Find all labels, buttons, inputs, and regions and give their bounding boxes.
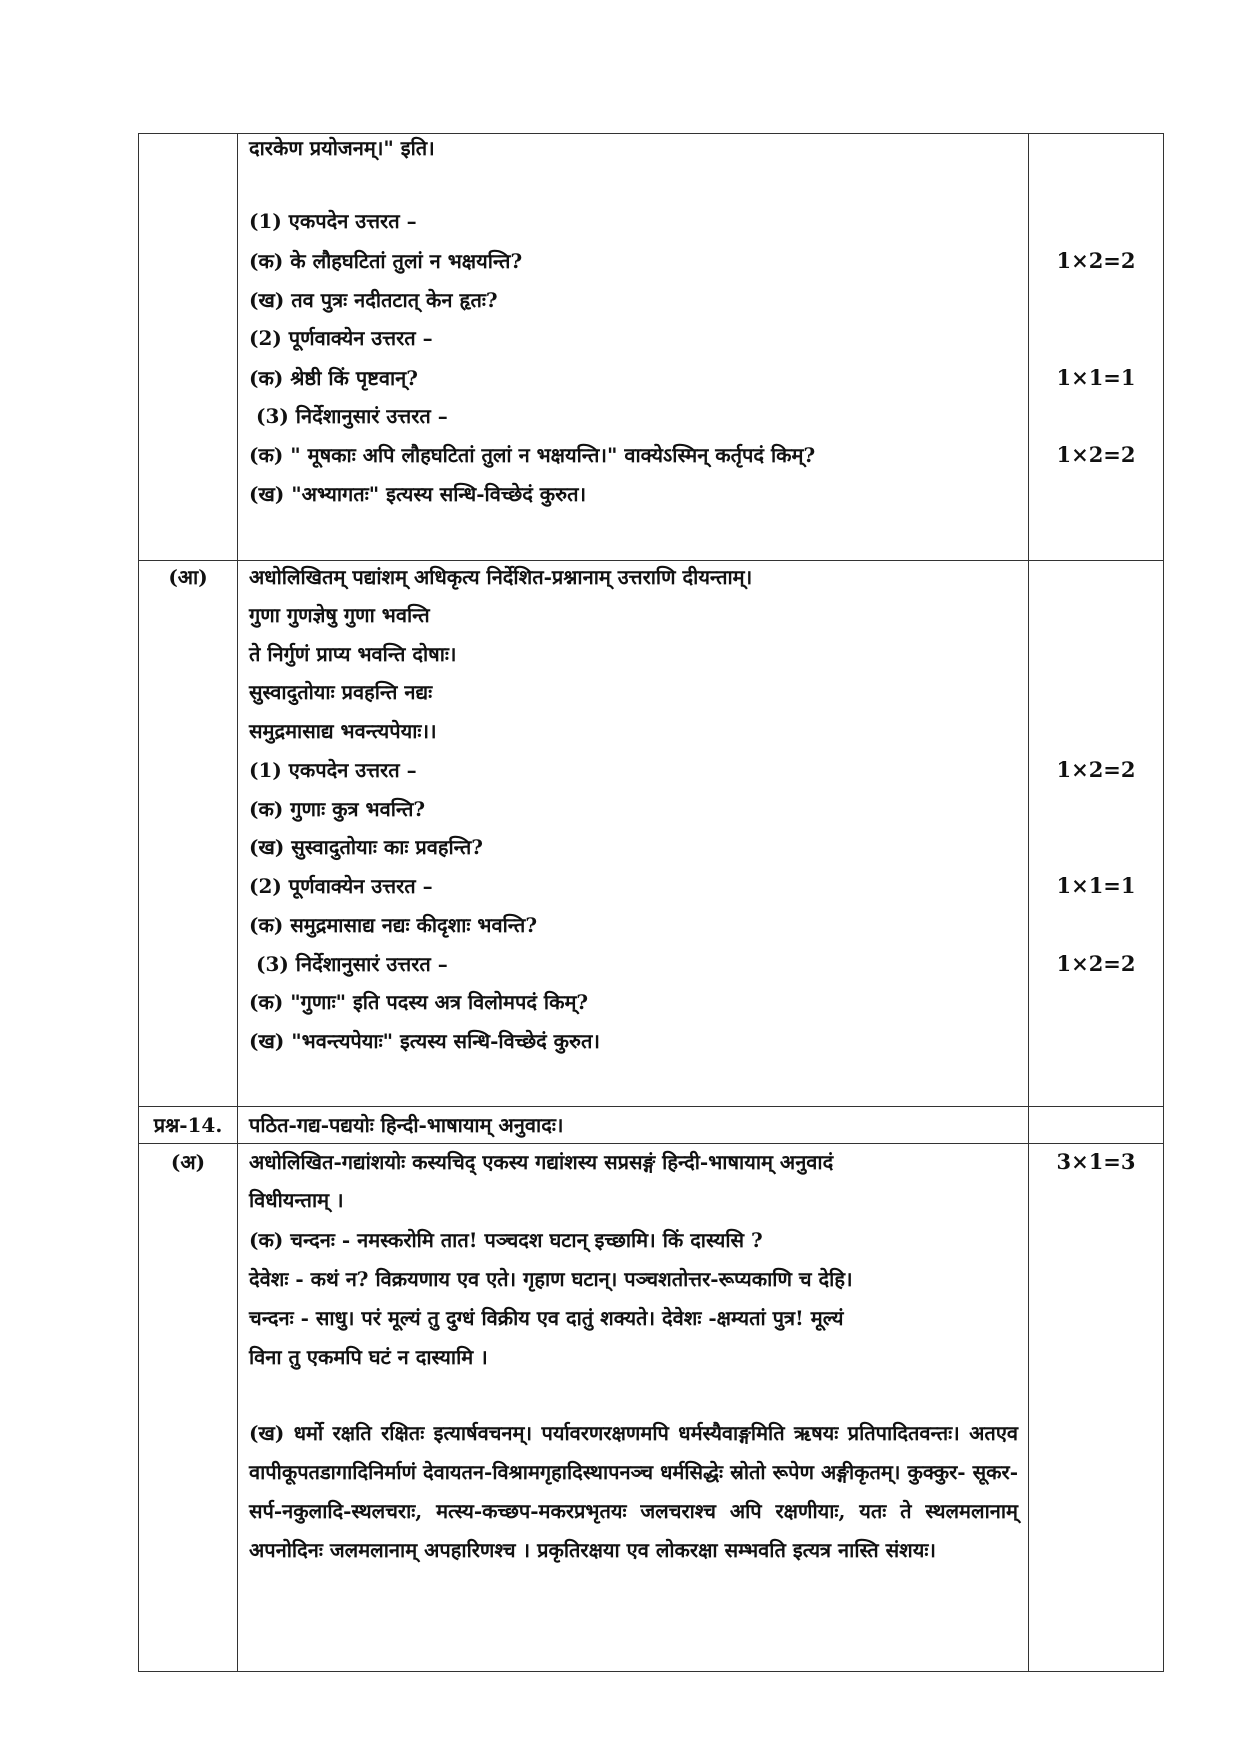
passage-line: देवेशः - कथं न? विक्रयणाय एव एते। गृहाण घटान्। पञ्चशतोत्तर-रूप्यकाणि च देहि।	[249, 1267, 853, 1291]
question-line: (क) के लौहघटितां तुलां न भक्षयन्ति?	[249, 249, 523, 273]
question-number-cell	[139, 134, 238, 561]
question-line: (ख) "भवन्त्यपेयाः" इत्यस्य सन्धि-विच्छेदं कुरुत।	[249, 1029, 600, 1053]
passage-line: चन्दनः - साधु। परं मूल्यं तु दुग्धं विक्रीय एव दातुं शक्यते। देवेशः -क्षम्यतां पुत्र! मूल्यं	[249, 1306, 844, 1330]
verse-line: सुस्वादुतोयाः प्रवहन्ति नद्यः	[249, 680, 433, 704]
question-line: (3) निर्देशानुसारं उत्तरत –	[256, 952, 448, 976]
question-line: (2) पूर्णवाक्येन उत्तरत –	[249, 874, 433, 898]
exam-table	[138, 133, 1164, 1672]
marks-cell	[1029, 561, 1164, 1107]
marks-label: 3×1=3	[1056, 1149, 1136, 1174]
question-line: दारकेण प्रयोजनम्।" इति।	[249, 136, 435, 160]
question-line: (1) एकपदेन उत्तरत –	[249, 209, 417, 233]
question-line: (ख) तव पुत्रः नदीतटात् केन हृतः?	[249, 288, 498, 312]
marks-label: 1×1=1	[1056, 365, 1136, 390]
marks-label: 1×2=2	[1056, 442, 1136, 467]
marks-cell	[1029, 1144, 1164, 1672]
verse-line: ते निर्गुणं प्राप्य भवन्ति दोषाः।	[249, 642, 457, 666]
sub-question-label: (अ)	[170, 1150, 206, 1174]
question-line: (1) एकपदेन उत्तरत –	[249, 758, 417, 782]
question-line: (क) समुद्रमासाद्य नद्यः कीदृशाः भवन्ति?	[249, 913, 538, 937]
verse-line: समुद्रमासाद्य भवन्त्यपेयाः।।	[249, 719, 437, 743]
question-text-cell	[238, 134, 1029, 561]
question-text-cell	[238, 1144, 1029, 1672]
sub-question-label: (आ)	[168, 565, 208, 589]
question-line: (ख) सुस्वादुतोयाः काः प्रवहन्ति?	[249, 835, 483, 859]
question-line: अधोलिखित-गद्यांशयोः कस्यचिद् एकस्य गद्यांशस्य सप्रसङ्गं हिन्दी-भाषायाम् अनुवादं	[249, 1150, 834, 1174]
passage-line: विना तु एकमपि घटं न दास्यामि ।	[249, 1345, 488, 1369]
marks-label: 1×2=2	[1056, 951, 1136, 976]
marks-cell	[1029, 1107, 1164, 1144]
question-heading: पठित-गद्य-पद्ययोः हिन्दी-भाषायाम् अनुवादः।	[249, 1113, 564, 1137]
table-row	[139, 561, 1164, 1107]
question-line: (क) गुणाः कुत्र भवन्ति?	[249, 797, 426, 821]
question-number-cell	[139, 1144, 238, 1672]
question-number-cell	[139, 561, 238, 1107]
question-line: (2) पूर्णवाक्येन उत्तरत –	[249, 326, 433, 350]
marks-label: 1×2=2	[1056, 248, 1136, 273]
question-number-cell	[139, 1107, 238, 1144]
question-line: (क) "गुणाः" इति पदस्य अत्र विलोमपदं किम्?	[249, 990, 589, 1014]
passage-paragraph: (ख) धर्मो रक्षति रक्षितः इत्यार्षवचनम्। पर्यावरणरक्षणमपि धर्मस्यैवाङ्गमिति ऋषयः प्रतिपादितवन्तः। अतएव वापीकूपतडागादिनिर्माणं देवायतन-विश्रामगृहादिस्थापनञ्च धर्मसिद्धेः स्रोतो रूपेण अङ्गीकृतम्। कुक्कुर- सूकर-सर्प-नकुलादि-स्थलचराः, मत्स्य-कच्छप-मकरप्रभृतयः जलचराश्च अपि रक्षणीयाः, यतः ते स्थलमलानाम् अपनोदिनः जलमलानाम् अपहारिणश्च । प्रकृतिरक्षया एव लोकरक्षा सम्भवति इत्यत्र नास्ति संशयः।	[249, 1421, 1018, 1562]
table-row	[139, 1144, 1164, 1672]
question-line: विधीयन्ताम् ।	[249, 1188, 344, 1212]
question-number-label: प्रश्न-14.	[153, 1113, 223, 1137]
marks-label: 1×2=2	[1056, 757, 1136, 782]
question-line: अधोलिखितम् पद्यांशम् अधिकृत्य निर्देशित-प्रश्नानाम् उत्तराणि दीयन्ताम्।	[249, 565, 753, 589]
table-row	[139, 1107, 1164, 1144]
question-text-cell	[238, 1107, 1029, 1144]
passage-line: (क) चन्दनः - नमस्करोमि तात! पञ्चदश घटान् इच्छामि। किं दास्यसि ?	[249, 1228, 763, 1252]
table-row	[139, 134, 1164, 561]
verse-line: गुणा गुणज्ञेषु गुणा भवन्ति	[249, 603, 430, 627]
marks-cell	[1029, 134, 1164, 561]
question-line: (क) श्रेष्ठी किं पृष्टवान्?	[249, 366, 418, 390]
question-line: (ख) "अभ्यागतः" इत्यस्य सन्धि-विच्छेदं कुरुत।	[249, 482, 587, 506]
question-line: (3) निर्देशानुसारं उत्तरत –	[256, 404, 448, 428]
question-text-cell	[238, 561, 1029, 1107]
question-line: (क) " मूषकाः अपि लौहघटितां तुलां न भक्षयन्ति।" वाक्येऽस्मिन् कर्तृपदं किम्?	[249, 443, 816, 467]
marks-label: 1×1=1	[1056, 873, 1136, 898]
